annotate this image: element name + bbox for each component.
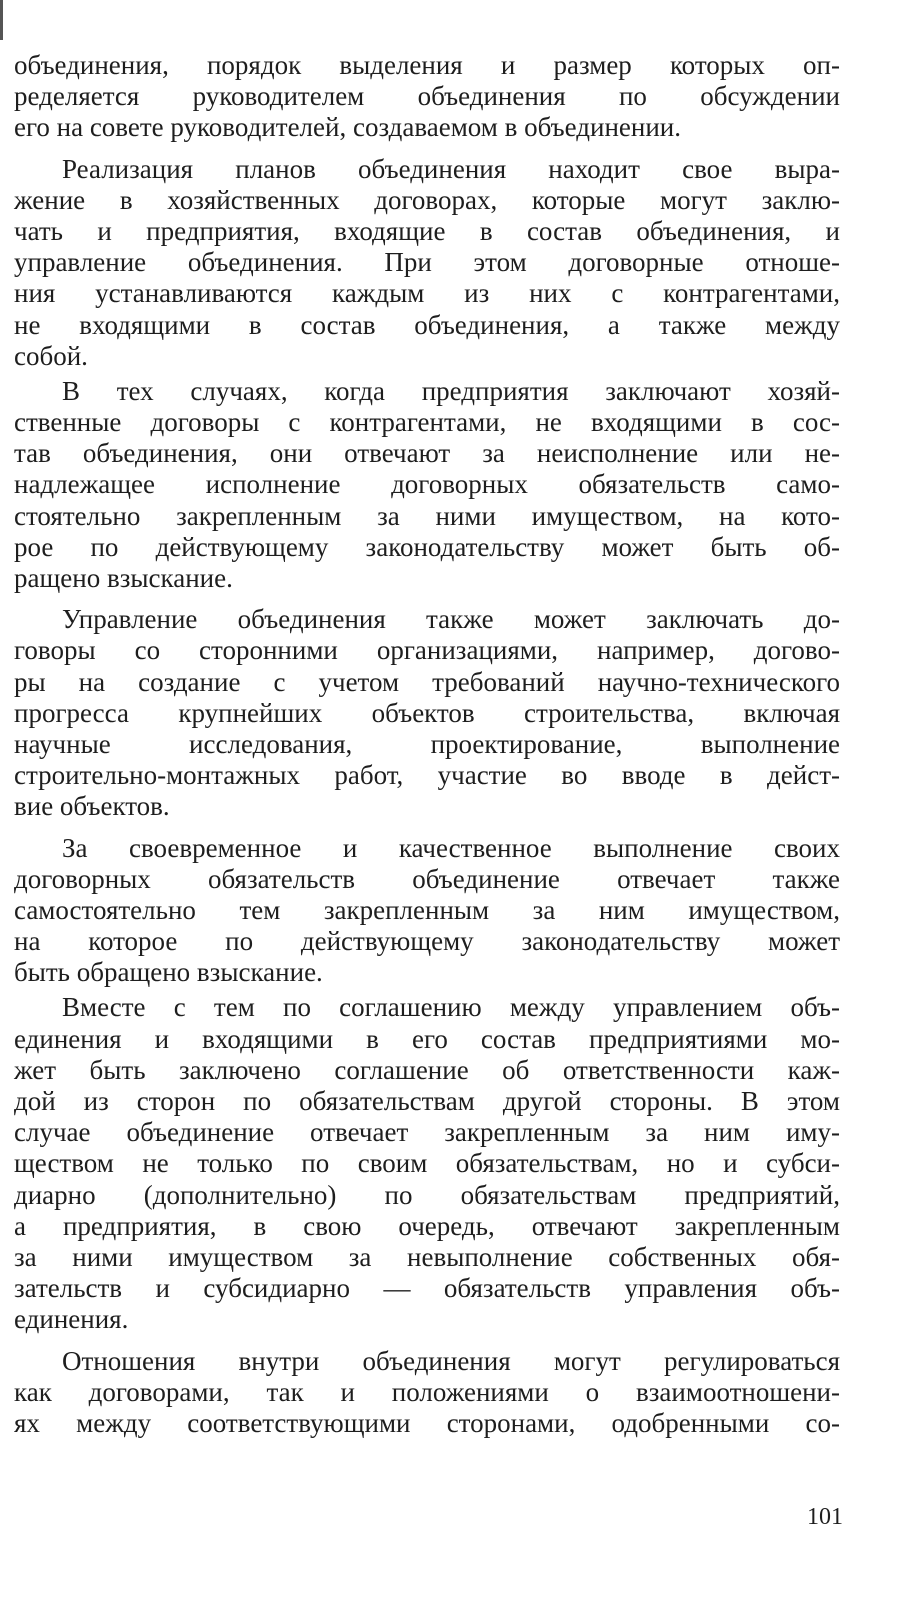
text-line: случае объединение отвечает закрепленным за ним иму- [14,1117,840,1148]
paragraph-6 [14,992,840,1335]
text-line: надлежащее исполнение договорных обязательств само- [14,469,840,500]
text-line: объединения, порядок выделения и размер которых оп- [14,50,840,80]
text-line: управление объединения. При этом договорные отноше- [14,247,840,278]
text-line: собой. [14,340,88,371]
paragraph-4 [14,604,840,822]
text-line: тав объединения, они отвечают за неисполнение или не- [14,438,840,469]
text-line: вие объектов. [14,791,170,822]
text-line: прогресса крупнейших объектов строительства, включая [14,697,840,728]
text-line: дой из сторон по обязательствам другой стороны. В этом [14,1086,840,1116]
text-line: самостоятельно тем закрепленным за ним имуществом, [14,894,840,925]
text-line: за ними имуществом за невыполнение собственных обя- [14,1241,840,1272]
paragraph-3 [14,376,840,594]
text-line: как договорами, так и положениями о взаимоотношени- [14,1376,840,1407]
text-line: ращено взыскание. [14,563,233,593]
text-line: его на совете руководителей, создаваемом в объединении. [14,112,681,143]
text-line: быть обращено взыскание. [14,957,323,988]
text-line: ществом не только по своим обязательствам, но и субси- [14,1148,840,1179]
text-line: жение в хозяйственных договорах, которые могут заклю- [14,184,840,215]
text-line: ры на создание с учетом требований научно-технического [14,666,840,697]
text-line: строительно-монтажных работ, участие во вводе в дейст- [14,760,840,791]
text-line: ния устанавливаются каждым из них с контрагентами, [14,278,840,309]
text-line: В тех случаях, когда предприятия заключают хозяй- [62,375,840,406]
text-line: а предприятия, в свою очередь, отвечают закрепленным [14,1210,840,1241]
body-text [14,50,840,1449]
page-edge-mark [0,0,3,40]
text-line: Управление объединения также может заключать до- [62,604,840,635]
text-line: единения. [14,1304,129,1335]
paragraph-2 [14,154,840,372]
paragraph-1 [14,50,840,144]
text-line: диарно (дополнительно) по обязательствам предприятий, [14,1179,840,1210]
text-line: чать и предприятия, входящие в состав объединения, и [14,215,840,246]
text-line: говоры со сторонними организациями, например, догово- [14,635,840,666]
page-number: 101 [807,1504,843,1530]
text-line: договорных обязательств объединение отвечает также [14,863,840,894]
text-line: единения и входящими в его состав предприятиями мо- [14,1023,840,1054]
paragraph-7 [14,1346,840,1440]
text-line: не входящими в состав объединения, а также между [14,309,840,340]
text-line: стоятельно закрепленным за ними имуществом, на кото- [14,500,840,531]
text-line: зательств и субсидиарно — обязательств управления объ- [14,1273,840,1304]
text-line: Вместе с тем по соглашению между управлением объ- [62,992,840,1023]
text-line: ях между соответствующими сторонами, одобренными со- [14,1407,840,1438]
text-line: За своевременное и качественное выполнение своих [62,832,840,863]
text-line: рое по действующему законодательству может быть об- [14,531,840,562]
text-line: научные исследования, проектирование, выполнение [14,728,840,759]
text-line: жет быть заключено соглашение об ответственности каж- [14,1054,840,1085]
text-line: Отношения внутри объединения могут регулироваться [62,1345,840,1376]
text-line: Реализация планов объединения находит свое выра- [62,153,840,184]
paragraph-5 [14,833,840,989]
text-line: на которое по действующему законодательству может [14,926,840,957]
text-line: ределяется руководителем объединения по обсуждении [14,81,840,112]
text-line: ственные договоры с контрагентами, не входящими в сос- [14,407,840,438]
